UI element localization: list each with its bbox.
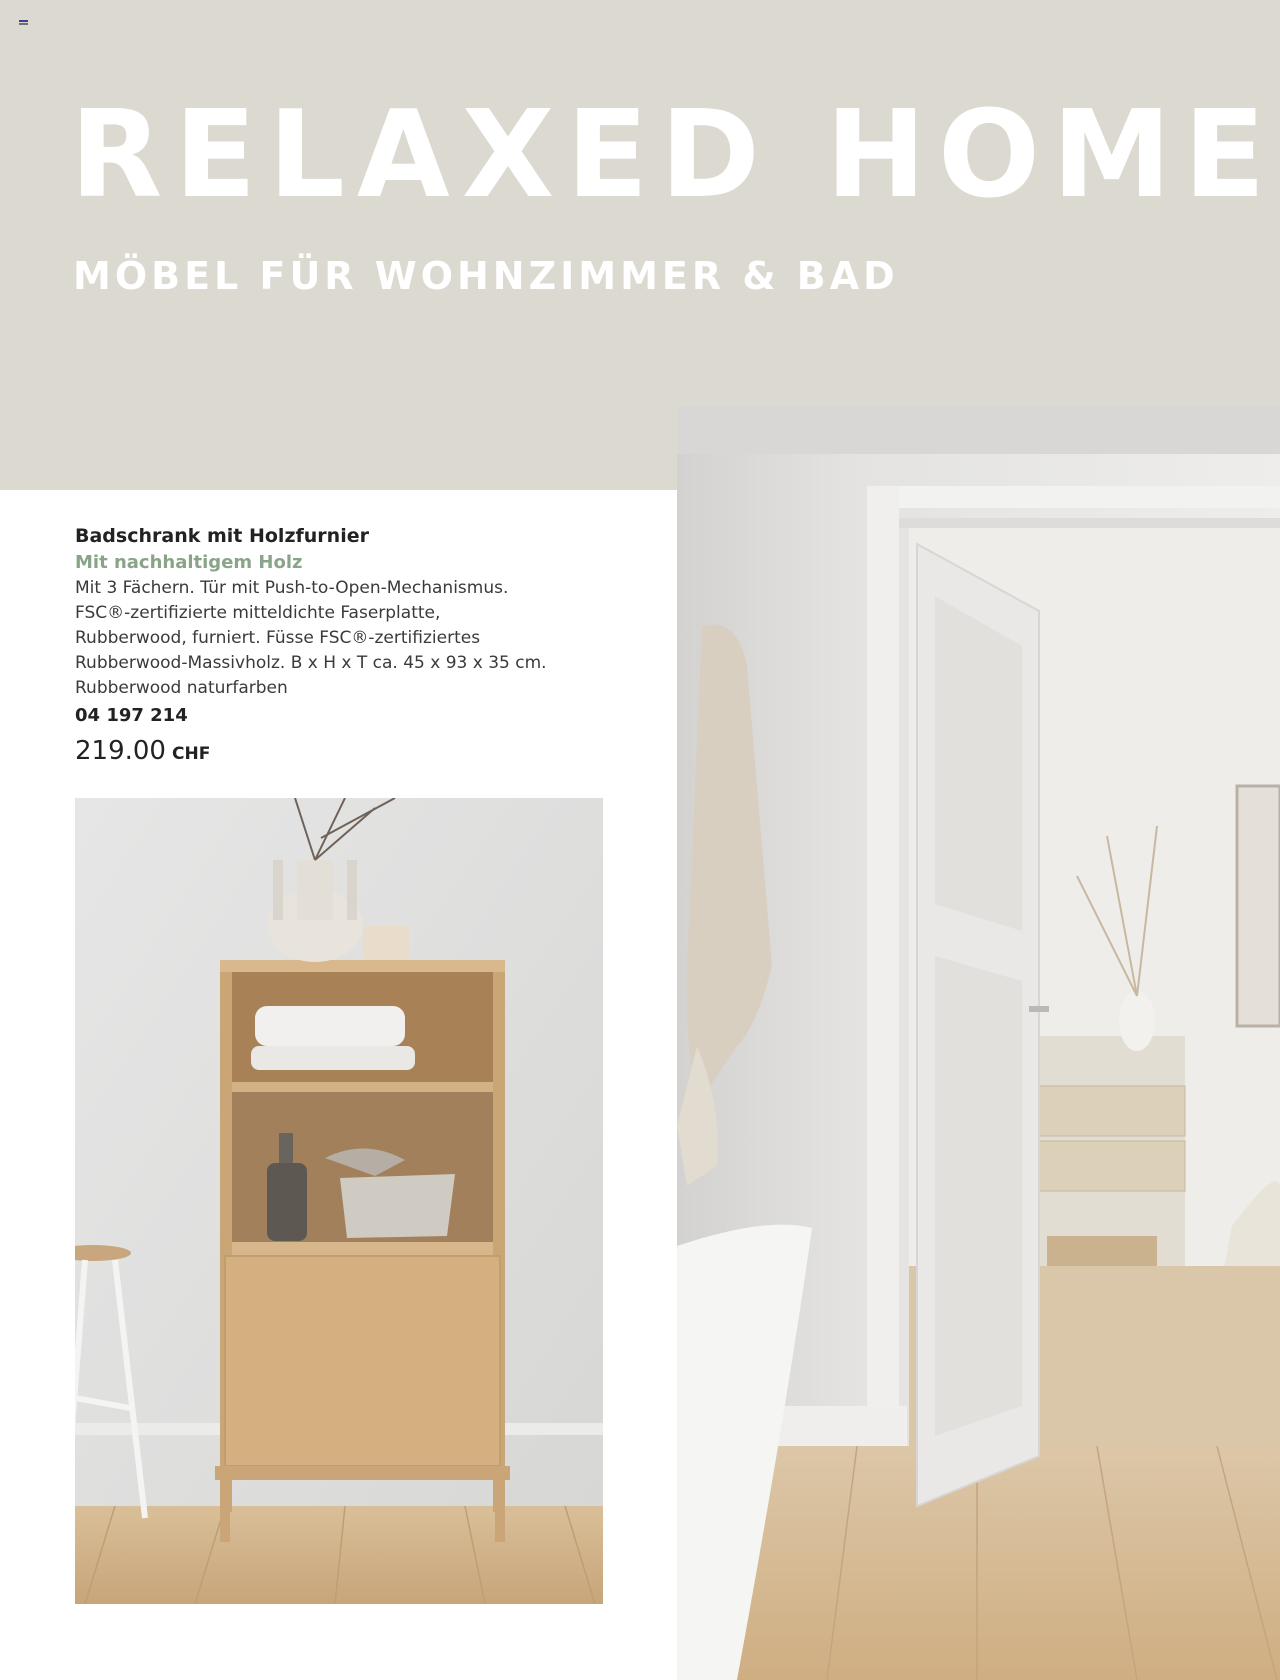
description-line: Mit 3 Fächern. Tür mit Push-to-Open-Mechanismus. xyxy=(75,578,509,598)
product-description xyxy=(75,576,655,701)
cabinet-product-photo xyxy=(75,798,603,1604)
description-line: Rubberwood-Massivholz. B x H x T ca. 45 x 93 x 35 cm. xyxy=(75,653,547,673)
product-tagline: Mit nachhaltigem Holz xyxy=(75,552,303,573)
price xyxy=(75,736,655,766)
page-headline: RELAXED HOME xyxy=(70,86,1278,225)
page-subheadline: MÖBEL FÜR WOHNZIMMER & BAD xyxy=(73,254,899,298)
hamburger-menu-icon[interactable] xyxy=(19,20,28,27)
description-line: Rubberwood, furniert. Füsse FSC®-zertifiziertes xyxy=(75,628,481,648)
description-line: FSC®-zertifizierte mitteldichte Faserplatte, xyxy=(75,603,441,623)
description-line: Rubberwood naturfarben xyxy=(75,678,288,698)
product-title: Badschrank mit Holzfurnier xyxy=(75,525,369,547)
price-currency: CHF xyxy=(171,744,211,764)
product-info xyxy=(75,522,655,766)
price-value: 219.00 xyxy=(75,736,166,766)
bathroom-lifestyle-photo xyxy=(677,406,1280,1680)
article-number: 04 197 214 xyxy=(75,705,188,726)
